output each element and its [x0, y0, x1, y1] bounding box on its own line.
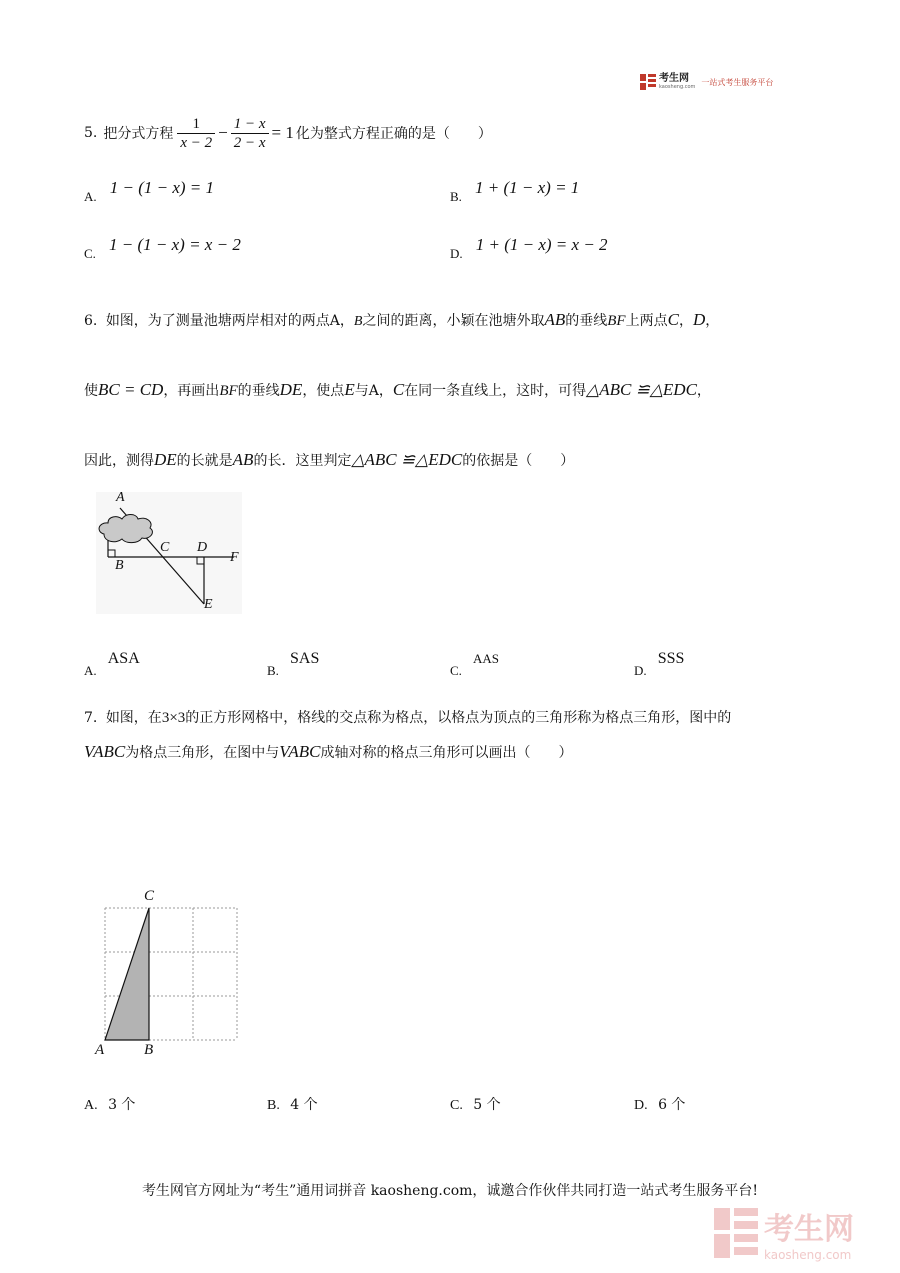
q6-text: 上两点	[625, 313, 668, 329]
option-expr: 1 + (1 − x) = x − 2	[475, 235, 608, 254]
q6-text: ，	[705, 313, 720, 329]
q5-prefix: 把分式方程	[103, 126, 174, 142]
fig6-label-d: D	[197, 540, 208, 555]
option-text: 6 个	[658, 1097, 686, 1113]
q6-text: ，	[696, 383, 711, 399]
fig7-label-c: C	[144, 888, 155, 904]
logo-name: 考生网	[659, 73, 689, 84]
watermark-name: 考生网	[764, 1212, 854, 1247]
q6-text: 使	[84, 383, 98, 399]
q5-option-c[interactable]	[84, 235, 241, 263]
q7-option-d[interactable]	[634, 1094, 685, 1114]
option-label: A.	[84, 1098, 98, 1113]
q5-fraction-1	[177, 115, 215, 152]
q7-line-2	[84, 740, 572, 765]
q6-text: ，使点	[302, 383, 345, 399]
option-text: ASA	[107, 650, 140, 667]
q5-equals-one: = 1	[271, 123, 294, 142]
q6-text: 在同一条直线上，这时，可得	[404, 383, 587, 399]
option-label: C.	[84, 246, 96, 261]
q5-suffix: 化为整式方程正确的是（ ）	[295, 126, 492, 142]
q6-math: D	[692, 310, 706, 329]
watermark	[714, 1200, 894, 1266]
fig6-label-a: A	[116, 490, 125, 505]
q6-text: 的长就是	[176, 453, 233, 469]
logo-url: kaosheng.com	[659, 84, 696, 90]
q7-math: 3×3	[161, 710, 186, 726]
q6-text: 与A，	[354, 383, 393, 399]
q6-math: C	[392, 380, 405, 399]
q6-number: 6.	[84, 313, 98, 329]
q6-text: 因此，测得	[84, 453, 154, 469]
q6-line-1	[84, 308, 719, 334]
q6-option-b[interactable]	[267, 648, 320, 678]
q6-option-d[interactable]	[634, 648, 685, 678]
option-label: B.	[267, 1098, 280, 1113]
q6-text: 之间的距离，小颖在池塘外取	[362, 313, 545, 329]
option-text: 5 个	[473, 1097, 501, 1113]
option-label: D.	[634, 663, 647, 678]
q6-math: C	[667, 310, 679, 329]
q5-frac1-den: x − 2	[177, 133, 215, 152]
logo-mark-icon	[640, 74, 656, 90]
q5-minus: −	[218, 123, 228, 142]
q6-option-c[interactable]	[450, 648, 500, 678]
header-slogan: 一站式考生服务平台	[701, 77, 774, 87]
q5-frac2-den: 2 − x	[231, 133, 269, 152]
q7-text: 为格点三角形，在图中与	[125, 745, 280, 761]
q7-line-1	[84, 706, 731, 730]
q5-frac1-num: 1	[192, 115, 200, 132]
q6-math: BF	[219, 383, 238, 399]
q7-math: VABC	[279, 742, 321, 761]
triangle-abc	[105, 908, 149, 1040]
q7-figure	[92, 888, 244, 1064]
watermark-logo-icon	[714, 1208, 758, 1258]
q6-option-a[interactable]	[84, 648, 140, 678]
option-text: SSS	[657, 650, 685, 667]
q6-math: BC = CD	[98, 380, 164, 399]
q6-math: BF	[607, 313, 626, 329]
footer-text: 考生网官方网址为“考生”通用词拼音 kaosheng.com，诚邀合作伙伴共同打造一站式考生服务平台!	[141, 1183, 759, 1199]
option-label: A.	[84, 189, 97, 204]
option-label: C.	[450, 663, 462, 678]
q5-option-d[interactable]	[450, 235, 608, 263]
q6-text: 如图，为了测量池塘两岸相对的两点A，	[105, 313, 354, 329]
q6-math: DE	[279, 380, 303, 399]
q5-option-b[interactable]	[450, 178, 580, 206]
option-expr: 1 − (1 − x) = x − 2	[109, 235, 241, 254]
q6-text: ，	[678, 313, 693, 329]
option-text: 4 个	[290, 1097, 318, 1113]
fig6-label-f: F	[230, 550, 239, 565]
q6-math: DE	[154, 450, 177, 469]
q6-math: △ABC ≌△EDC	[351, 450, 463, 469]
q7-math: VABC	[84, 742, 126, 761]
option-label: D.	[450, 246, 463, 261]
option-label: A.	[84, 663, 97, 678]
fig6-label-e: E	[204, 597, 213, 612]
q6-line-3	[84, 448, 574, 473]
option-label: B.	[267, 663, 279, 678]
q6-math: △ABC ≌△EDC	[586, 380, 697, 399]
option-expr: 1 + (1 − x) = 1	[475, 178, 580, 197]
q6-text: 的长．这里判定	[253, 453, 352, 469]
q5-frac2-num: 1 − x	[233, 115, 266, 132]
q5-option-a[interactable]	[84, 178, 215, 206]
option-text: SAS	[290, 650, 320, 667]
q5-number: 5.	[84, 125, 98, 141]
q7-text: 成轴对称的格点三角形可以画出（ ）	[320, 745, 573, 761]
q7-option-c[interactable]	[450, 1094, 501, 1114]
q6-text: 的依据是（ ）	[462, 453, 575, 469]
q6-math: E	[344, 380, 355, 399]
q7-text: 的正方形网格中，格线的交点称为格点，以格点为顶点的三角形称为格点三角形，图中的	[185, 710, 732, 726]
q7-option-a[interactable]	[84, 1094, 135, 1114]
option-expr: 1 − (1 − x) = 1	[109, 178, 215, 197]
q5-fraction-2	[231, 115, 269, 152]
q6-text: 的垂线	[565, 313, 608, 329]
option-text: AAS	[473, 651, 500, 666]
q6-text: 的垂线	[237, 383, 280, 399]
option-label: D.	[634, 1098, 648, 1113]
q6-text: ，再画出	[163, 383, 220, 399]
q6-figure	[96, 492, 242, 614]
fig7-label-a: A	[95, 1042, 105, 1058]
q7-number: 7.	[84, 710, 98, 726]
q7-option-b[interactable]	[267, 1094, 318, 1114]
fig6-label-c: C	[160, 540, 170, 555]
option-label: B.	[450, 189, 462, 204]
q5-stem	[84, 103, 492, 163]
watermark-url: kaosheng.com	[764, 1248, 852, 1262]
q6-math: AB	[232, 450, 254, 469]
option-text: 3 个	[108, 1097, 136, 1113]
header-logo	[640, 70, 773, 94]
option-label: C.	[450, 1098, 463, 1113]
q7-text: 如图，在	[105, 710, 162, 726]
fig7-label-b: B	[144, 1042, 154, 1058]
fig6-label-b: B	[115, 558, 124, 573]
q6-math: AB	[544, 310, 566, 329]
q6-line-2	[84, 378, 711, 403]
q6-math: B	[353, 314, 363, 329]
